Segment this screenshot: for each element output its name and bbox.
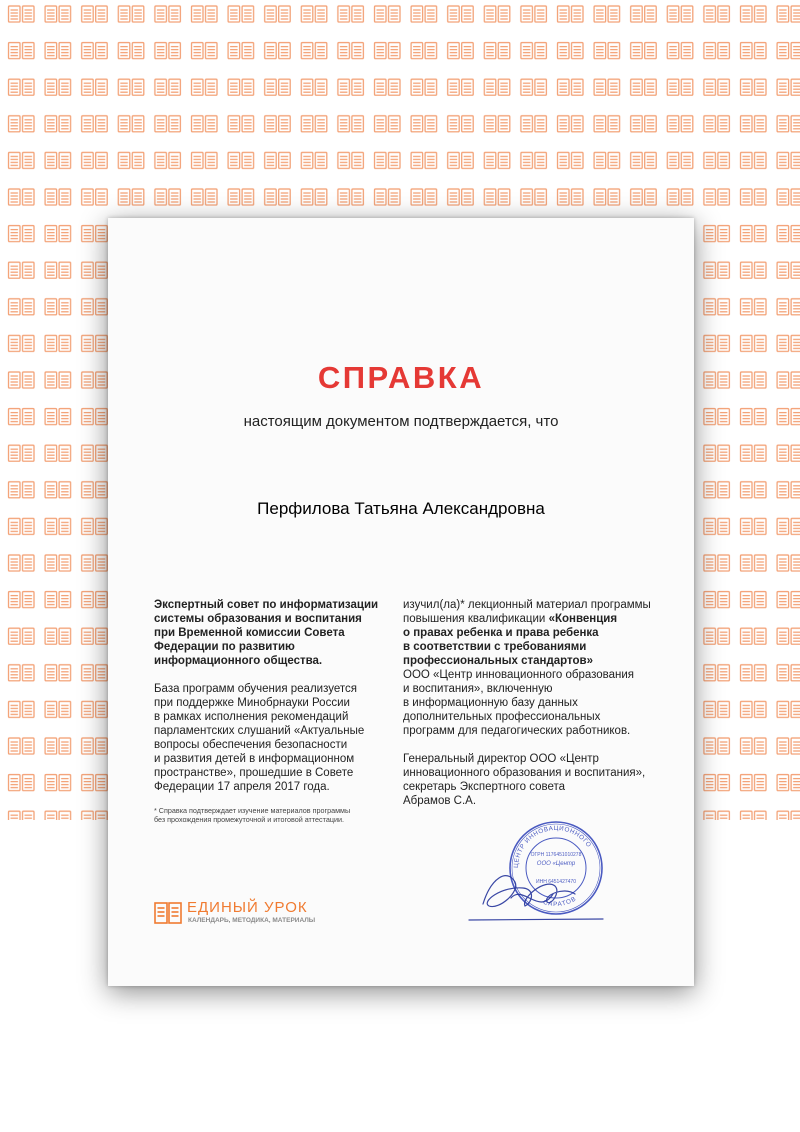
logo-name: ЕДИНЫЙ УРОК — [187, 899, 308, 916]
right-column — [403, 598, 673, 808]
council-line: Экспертный совет по информатизации — [154, 599, 379, 611]
base-line: парламентских слушаний «Актуальные — [154, 725, 365, 737]
study-statement — [403, 598, 673, 738]
program-title-line: профессиональных стандартов» — [403, 655, 594, 667]
handwritten-signature — [463, 856, 613, 926]
stamp-ogrn-text: ОГРН 1176451010278 — [530, 852, 582, 858]
program-title-line: «Конвенция — [548, 613, 618, 625]
org-line: ООО «Центр инновационного образования — [403, 669, 635, 681]
edinyi-urok-logo — [154, 901, 374, 927]
council-line: системы образования и воспитания — [154, 613, 362, 625]
base-line: при поддержке Минобрнауки России — [154, 697, 350, 709]
study-line: изучил(ла)* лекционный материал программы — [403, 599, 651, 611]
certificate-subtitle: настоящим документом подтверждается, что — [243, 413, 559, 430]
director-line: Генеральный директор ООО «Центр — [403, 753, 599, 765]
council-line: информационного общества. — [154, 655, 323, 667]
base-line: База программ обучения реализуется — [154, 683, 357, 695]
stamp-city-text: САРАТОВ — [542, 895, 578, 909]
stamp-inner-text: ООО «Центр — [536, 861, 576, 867]
footnote-line: * Справка подтверждает изучение материалов программы — [154, 806, 351, 815]
stamp-outer-text: ЦЕНТР ИННОВАЦИОННОГО — [512, 824, 593, 869]
stamp-inn-text: ИНН 6451427470 — [535, 879, 577, 885]
director-signature-block — [403, 752, 673, 808]
org-line: в информационную базу данных — [403, 697, 578, 709]
program-title-line: о правах ребенка и права ребенка — [403, 627, 599, 639]
base-line: пространстве», прошедшие в Совете — [154, 767, 354, 779]
base-line: и развития детей в информационном — [154, 753, 355, 765]
certificate-sheet — [108, 218, 694, 986]
org-line: программ для педагогических работников. — [403, 725, 631, 737]
base-line: Федерации 17 апреля 2017 года. — [154, 781, 330, 793]
study-line: повышения квалификации — [403, 613, 546, 625]
expert-council-text — [154, 598, 399, 668]
program-base-text — [154, 682, 399, 794]
base-line: вопросы обеспечения безопасности — [154, 739, 348, 751]
footnote-line: без прохождения промежуточной и итоговой аттестации. — [154, 815, 345, 824]
left-column — [154, 598, 399, 824]
book-logo-icon — [154, 901, 182, 925]
council-line: при Временной комиссии Совета — [154, 627, 345, 639]
org-line: и воспитания», включенную — [403, 683, 553, 695]
council-line: Федерации по развитию — [154, 641, 295, 653]
org-line: дополнительных профессиональных — [403, 711, 601, 723]
director-line: секретарь Экспертного совета — [403, 781, 565, 793]
certificate-title: СПРАВКА — [317, 360, 485, 395]
director-line: Абрамов С.А. — [403, 795, 477, 807]
recipient-name: Перфилова Татьяна Александровна — [257, 499, 545, 518]
logo-tagline: КАЛЕНДАРЬ, МЕТОДИКА, МАТЕРИАЛЫ — [188, 917, 316, 924]
base-line: в рамках исполнения рекомендаций — [154, 711, 349, 723]
program-title-line: в соответствии с требованиями — [403, 641, 587, 653]
footnote-text — [154, 806, 399, 824]
director-line: инновационного образования и воспитания», — [403, 767, 646, 779]
